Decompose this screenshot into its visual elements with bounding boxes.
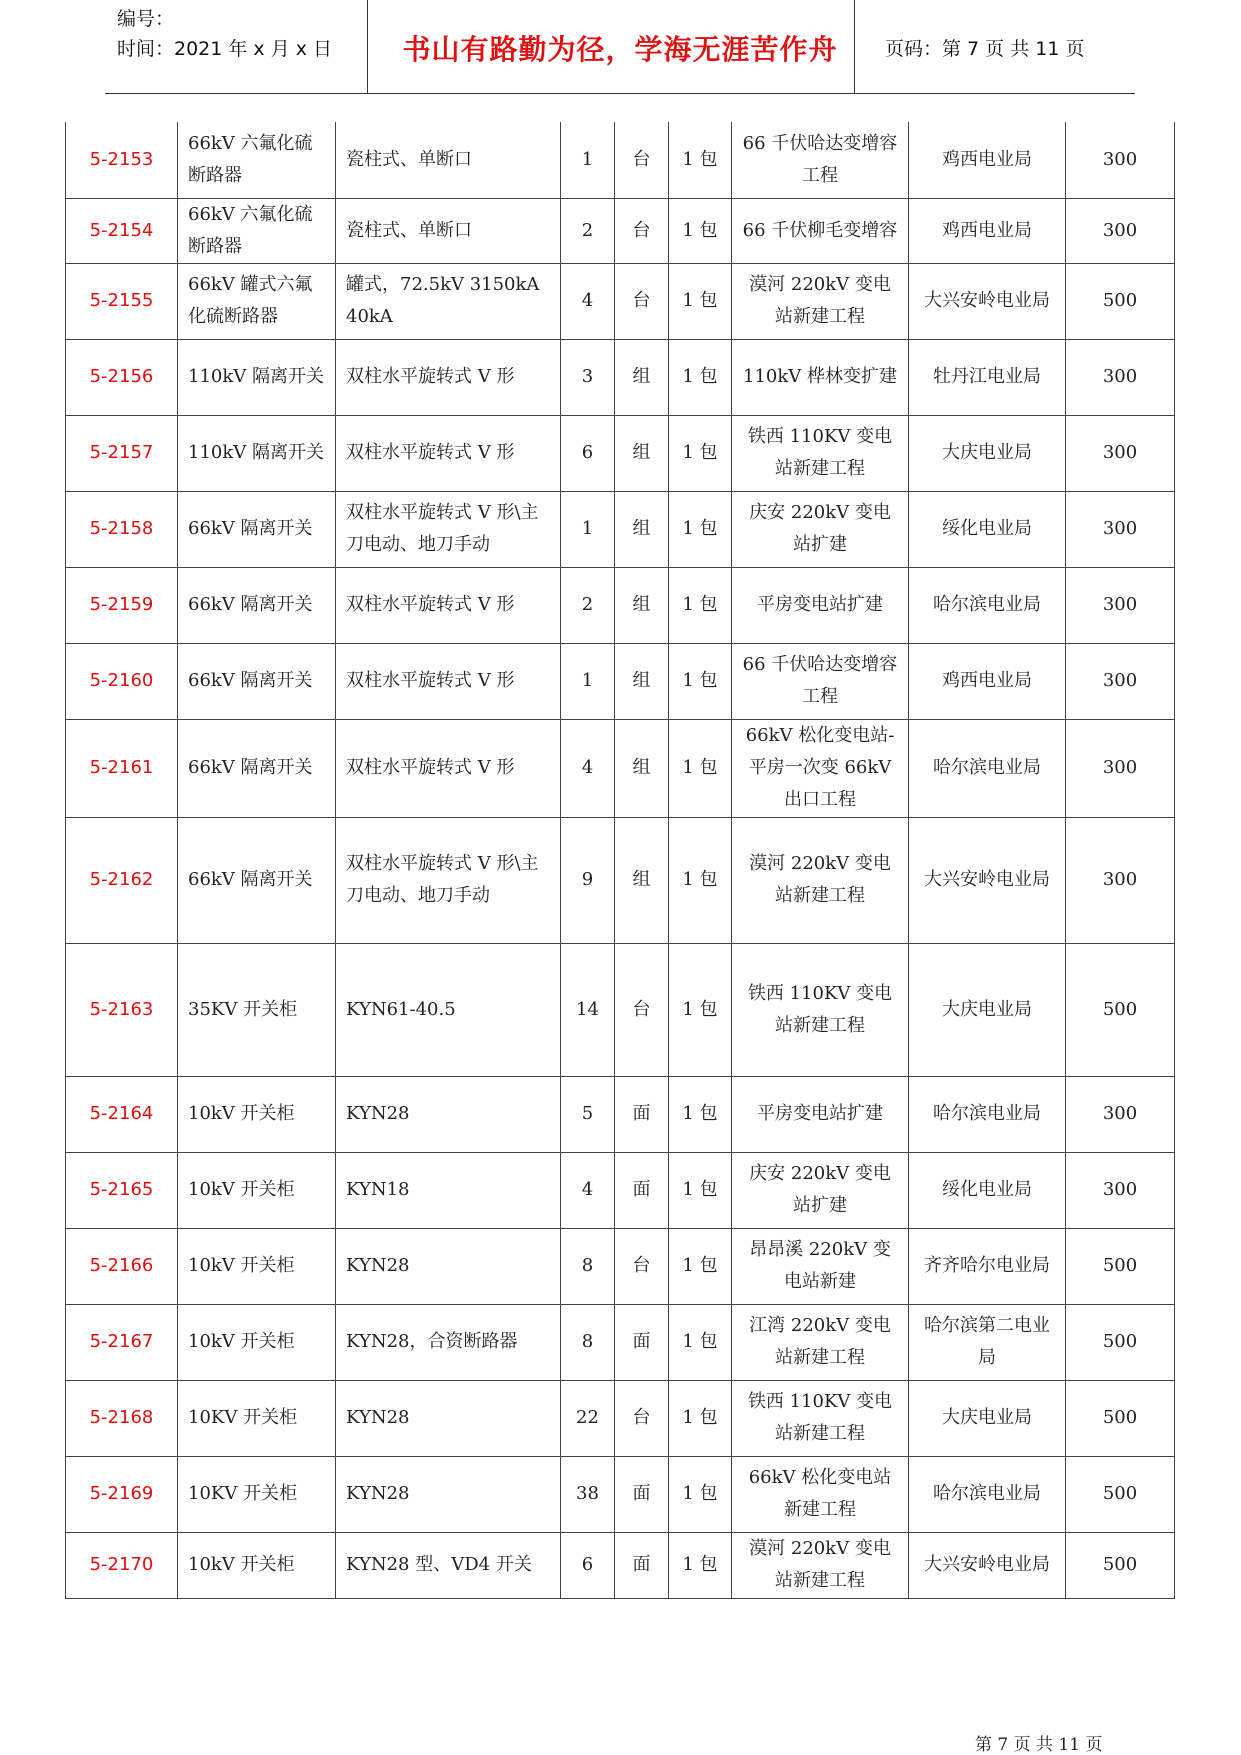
name-cell: 10KV 开关柜 <box>178 1456 336 1532</box>
price-cell: 300 <box>1066 198 1175 263</box>
table-row <box>66 122 1175 198</box>
name-cell: 10KV 开关柜 <box>178 1380 336 1456</box>
quantity-cell: 3 <box>561 339 615 415</box>
table-row <box>66 1456 1175 1532</box>
name-cell: 10kV 开关柜 <box>178 1228 336 1304</box>
header-divider <box>854 0 855 93</box>
price-cell: 300 <box>1066 1076 1175 1152</box>
project-cell: 铁西 110KV 变电站新建工程 <box>732 943 909 1076</box>
header-motto: 书山有路勤为径，学海无涯苦作舟 <box>402 33 838 66</box>
table-row <box>66 943 1175 1076</box>
time-label: 时间：2021 年 x 月 x 日 <box>117 38 333 60</box>
name-cell: 110kV 隔离开关 <box>178 339 336 415</box>
spec-cell: KYN18 <box>336 1152 561 1228</box>
table-row <box>66 1152 1175 1228</box>
package-cell: 1 包 <box>669 1076 732 1152</box>
project-cell: 漠河 220kV 变电站新建工程 <box>732 263 909 339</box>
table-row <box>66 339 1175 415</box>
unit-cell: 面 <box>615 1152 669 1228</box>
package-cell: 1 包 <box>669 1456 732 1532</box>
department-cell: 大庆电业局 <box>909 415 1066 491</box>
name-cell: 66kV 罐式六氟化硫断路器 <box>178 263 336 339</box>
unit-cell: 台 <box>615 198 669 263</box>
project-cell: 漠河 220kV 变电站新建工程 <box>732 817 909 943</box>
name-cell: 35KV 开关柜 <box>178 943 336 1076</box>
department-cell: 齐齐哈尔电业局 <box>909 1228 1066 1304</box>
project-cell: 铁西 110KV 变电站新建工程 <box>732 415 909 491</box>
department-cell: 鸡西电业局 <box>909 198 1066 263</box>
quantity-cell: 38 <box>561 1456 615 1532</box>
package-cell: 1 包 <box>669 198 732 263</box>
code-cell: 5-2162 <box>66 817 178 943</box>
header-divider <box>367 0 368 93</box>
code-cell: 5-2170 <box>66 1532 178 1598</box>
code-cell: 5-2158 <box>66 491 178 567</box>
code-cell: 5-2164 <box>66 1076 178 1152</box>
table-row <box>66 263 1175 339</box>
unit-cell: 台 <box>615 943 669 1076</box>
name-cell: 66kV 隔离开关 <box>178 567 336 643</box>
name-cell: 66kV 隔离开关 <box>178 817 336 943</box>
package-cell: 1 包 <box>669 491 732 567</box>
unit-cell: 组 <box>615 415 669 491</box>
spec-cell: 双柱水平旋转式 V 形 <box>336 567 561 643</box>
project-cell: 66 千伏柳毛变增容 <box>732 198 909 263</box>
package-cell: 1 包 <box>669 1380 732 1456</box>
code-cell: 5-2159 <box>66 567 178 643</box>
code-cell: 5-2165 <box>66 1152 178 1228</box>
department-cell: 哈尔滨第二电业局 <box>909 1304 1066 1380</box>
department-cell: 大庆电业局 <box>909 1380 1066 1456</box>
department-cell: 哈尔滨电业局 <box>909 1456 1066 1532</box>
quantity-cell: 6 <box>561 1532 615 1598</box>
department-cell: 绥化电业局 <box>909 1152 1066 1228</box>
spec-cell: KYN28 <box>336 1076 561 1152</box>
spec-cell: 瓷柱式、单断口 <box>336 122 561 198</box>
package-cell: 1 包 <box>669 567 732 643</box>
price-cell: 500 <box>1066 1456 1175 1532</box>
unit-cell: 面 <box>615 1456 669 1532</box>
project-cell: 平房变电站扩建 <box>732 567 909 643</box>
spec-cell: KYN28 <box>336 1228 561 1304</box>
header-meta <box>117 4 332 64</box>
table-row <box>66 567 1175 643</box>
department-cell: 哈尔滨电业局 <box>909 567 1066 643</box>
spec-cell: 双柱水平旋转式 V 形 <box>336 643 561 719</box>
name-cell: 10kV 开关柜 <box>178 1076 336 1152</box>
price-cell: 300 <box>1066 339 1175 415</box>
package-cell: 1 包 <box>669 122 732 198</box>
unit-cell: 面 <box>615 1304 669 1380</box>
department-cell: 大兴安岭电业局 <box>909 263 1066 339</box>
price-cell: 500 <box>1066 1304 1175 1380</box>
project-cell: 110kV 桦林变扩建 <box>732 339 909 415</box>
project-cell: 庆安 220kV 变电站扩建 <box>732 491 909 567</box>
quantity-cell: 2 <box>561 198 615 263</box>
department-cell: 哈尔滨电业局 <box>909 719 1066 817</box>
spec-cell: 双柱水平旋转式 V 形\主刀电动、地刀手动 <box>336 491 561 567</box>
quantity-cell: 1 <box>561 491 615 567</box>
package-cell: 1 包 <box>669 1152 732 1228</box>
project-cell: 66kV 松化变电站-平房一次变 66kV 出口工程 <box>732 719 909 817</box>
header-rule <box>105 93 1135 94</box>
price-cell: 500 <box>1066 1532 1175 1598</box>
table-row <box>66 1380 1175 1456</box>
unit-cell: 组 <box>615 491 669 567</box>
spec-cell: KYN61-40.5 <box>336 943 561 1076</box>
spec-cell: KYN28 型、VD4 开关 <box>336 1532 561 1598</box>
name-cell: 66kV 隔离开关 <box>178 719 336 817</box>
package-cell: 1 包 <box>669 817 732 943</box>
project-cell: 江湾 220kV 变电站新建工程 <box>732 1304 909 1380</box>
code-cell: 5-2169 <box>66 1456 178 1532</box>
unit-cell: 面 <box>615 1076 669 1152</box>
name-cell: 10kV 开关柜 <box>178 1532 336 1598</box>
package-cell: 1 包 <box>669 1532 732 1598</box>
quantity-cell: 6 <box>561 415 615 491</box>
price-cell: 300 <box>1066 719 1175 817</box>
project-cell: 66 千伏哈达变增容工程 <box>732 643 909 719</box>
name-cell: 10kV 开关柜 <box>178 1152 336 1228</box>
package-cell: 1 包 <box>669 415 732 491</box>
spec-cell: 双柱水平旋转式 V 形\主刀电动、地刀手动 <box>336 817 561 943</box>
project-cell: 66 千伏哈达变增容工程 <box>732 122 909 198</box>
code-cell: 5-2155 <box>66 263 178 339</box>
number-label: 编号： <box>117 8 175 30</box>
package-cell: 1 包 <box>669 943 732 1076</box>
price-cell: 300 <box>1066 567 1175 643</box>
table-row <box>66 1076 1175 1152</box>
name-cell: 66kV 隔离开关 <box>178 643 336 719</box>
quantity-cell: 5 <box>561 1076 615 1152</box>
quantity-cell: 8 <box>561 1228 615 1304</box>
project-cell: 昂昂溪 220kV 变电站新建 <box>732 1228 909 1304</box>
table-row <box>66 491 1175 567</box>
code-cell: 5-2156 <box>66 339 178 415</box>
department-cell: 鸡西电业局 <box>909 122 1066 198</box>
package-cell: 1 包 <box>669 339 732 415</box>
name-cell: 66kV 隔离开关 <box>178 491 336 567</box>
code-cell: 5-2166 <box>66 1228 178 1304</box>
code-cell: 5-2163 <box>66 943 178 1076</box>
unit-cell: 组 <box>615 719 669 817</box>
unit-cell: 台 <box>615 122 669 198</box>
code-cell: 5-2157 <box>66 415 178 491</box>
unit-cell: 组 <box>615 339 669 415</box>
code-cell: 5-2160 <box>66 643 178 719</box>
unit-cell: 台 <box>615 1228 669 1304</box>
quantity-cell: 22 <box>561 1380 615 1456</box>
package-cell: 1 包 <box>669 719 732 817</box>
quantity-cell: 8 <box>561 1304 615 1380</box>
price-cell: 300 <box>1066 817 1175 943</box>
unit-cell: 组 <box>615 643 669 719</box>
unit-cell: 组 <box>615 567 669 643</box>
unit-cell: 组 <box>615 817 669 943</box>
equipment-table <box>65 122 1175 1599</box>
table-row <box>66 643 1175 719</box>
code-cell: 5-2154 <box>66 198 178 263</box>
quantity-cell: 4 <box>561 1152 615 1228</box>
department-cell: 哈尔滨电业局 <box>909 1076 1066 1152</box>
project-cell: 铁西 110KV 变电站新建工程 <box>732 1380 909 1456</box>
price-cell: 300 <box>1066 491 1175 567</box>
quantity-cell: 1 <box>561 643 615 719</box>
price-cell: 300 <box>1066 122 1175 198</box>
code-cell: 5-2153 <box>66 122 178 198</box>
project-cell: 66kV 松化变电站新建工程 <box>732 1456 909 1532</box>
quantity-cell: 2 <box>561 567 615 643</box>
unit-cell: 面 <box>615 1532 669 1598</box>
department-cell: 大兴安岭电业局 <box>909 817 1066 943</box>
spec-cell: KYN28，合资断路器 <box>336 1304 561 1380</box>
project-cell: 庆安 220kV 变电站扩建 <box>732 1152 909 1228</box>
package-cell: 1 包 <box>669 643 732 719</box>
spec-cell: 双柱水平旋转式 V 形 <box>336 415 561 491</box>
name-cell: 66kV 六氟化硫断路器 <box>178 198 336 263</box>
code-cell: 5-2161 <box>66 719 178 817</box>
price-cell: 300 <box>1066 1152 1175 1228</box>
code-cell: 5-2167 <box>66 1304 178 1380</box>
spec-cell: KYN28 <box>336 1380 561 1456</box>
price-cell: 300 <box>1066 643 1175 719</box>
code-cell: 5-2168 <box>66 1380 178 1456</box>
price-cell: 500 <box>1066 943 1175 1076</box>
table-row <box>66 415 1175 491</box>
department-cell: 绥化电业局 <box>909 491 1066 567</box>
page-header <box>105 0 1135 94</box>
table-row <box>66 817 1175 943</box>
unit-cell: 台 <box>615 1380 669 1456</box>
package-cell: 1 包 <box>669 1304 732 1380</box>
department-cell: 牡丹江电业局 <box>909 339 1066 415</box>
department-cell: 大兴安岭电业局 <box>909 1532 1066 1598</box>
name-cell: 110kV 隔离开关 <box>178 415 336 491</box>
spec-cell: 双柱水平旋转式 V 形 <box>336 339 561 415</box>
project-cell: 平房变电站扩建 <box>732 1076 909 1152</box>
spec-cell: KYN28 <box>336 1456 561 1532</box>
quantity-cell: 14 <box>561 943 615 1076</box>
department-cell: 鸡西电业局 <box>909 643 1066 719</box>
price-cell: 500 <box>1066 1228 1175 1304</box>
name-cell: 10kV 开关柜 <box>178 1304 336 1380</box>
price-cell: 500 <box>1066 263 1175 339</box>
unit-cell: 台 <box>615 263 669 339</box>
quantity-cell: 9 <box>561 817 615 943</box>
package-cell: 1 包 <box>669 1228 732 1304</box>
project-cell: 漠河 220kV 变电站新建工程 <box>732 1532 909 1598</box>
spec-cell: 罐式，72.5kV 3150kA 40kA <box>336 263 561 339</box>
name-cell: 66kV 六氟化硫断路器 <box>178 122 336 198</box>
table-row <box>66 198 1175 263</box>
spec-cell: 双柱水平旋转式 V 形 <box>336 719 561 817</box>
page-footer: 第 7 页 共 11 页 <box>975 1735 1103 1755</box>
table-row <box>66 719 1175 817</box>
quantity-cell: 4 <box>561 719 615 817</box>
department-cell: 大庆电业局 <box>909 943 1066 1076</box>
header-page-number: 页码：第 7 页 共 11 页 <box>885 38 1085 60</box>
price-cell: 300 <box>1066 415 1175 491</box>
table-row <box>66 1228 1175 1304</box>
quantity-cell: 4 <box>561 263 615 339</box>
table-row <box>66 1532 1175 1598</box>
package-cell: 1 包 <box>669 263 732 339</box>
spec-cell: 瓷柱式、单断口 <box>336 198 561 263</box>
quantity-cell: 1 <box>561 122 615 198</box>
price-cell: 500 <box>1066 1380 1175 1456</box>
table-row <box>66 1304 1175 1380</box>
